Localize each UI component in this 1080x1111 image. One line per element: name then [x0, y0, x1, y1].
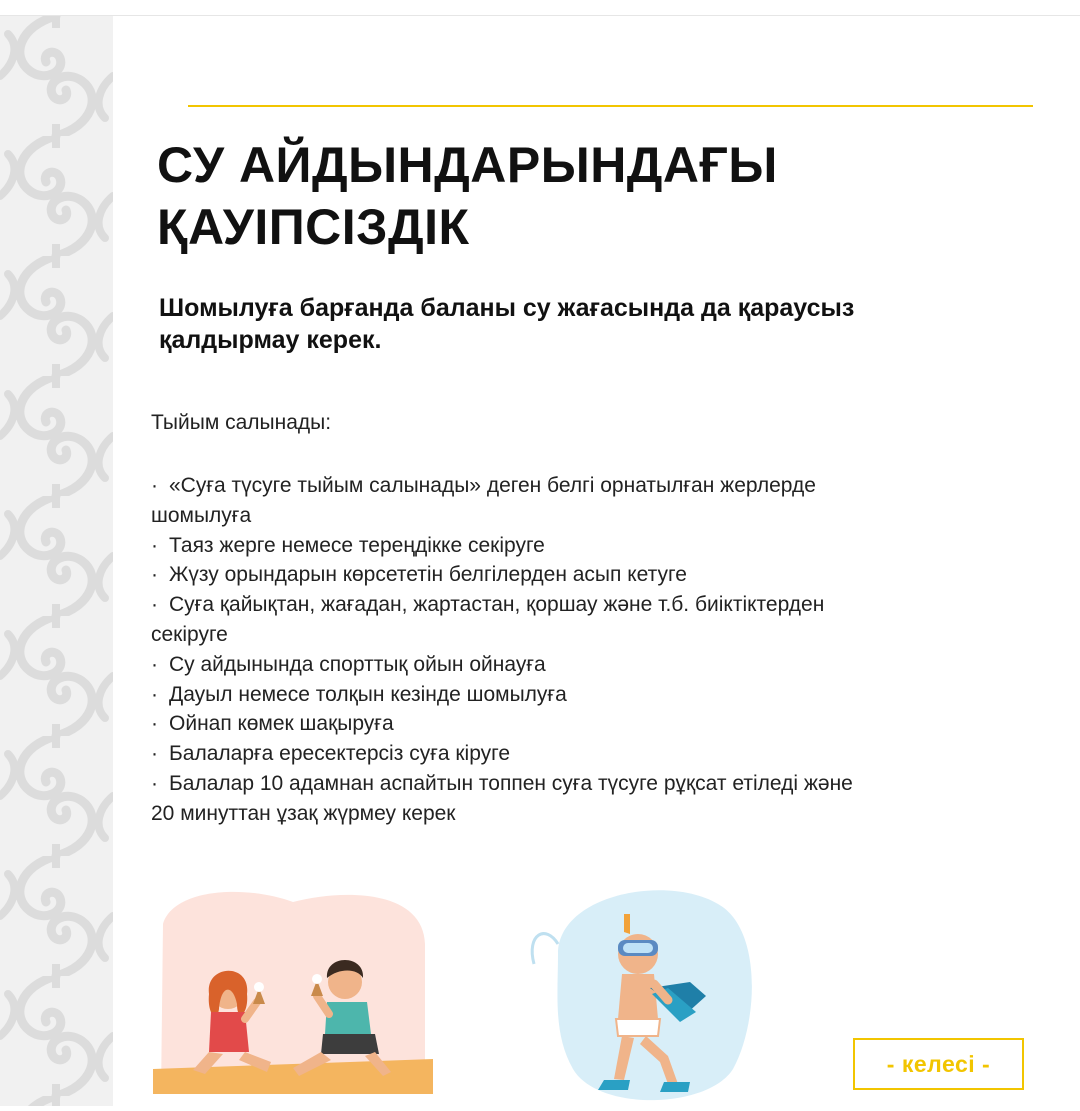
- bullet: ·: [151, 593, 158, 617]
- list-item: · Балаларға ересектерсіз суға кіруге: [151, 739, 1051, 769]
- bullet: ·: [151, 533, 158, 557]
- bullet: ·: [151, 712, 158, 736]
- list-item: · Дауыл немесе толқын кезінде шомылуға: [151, 680, 1051, 710]
- page-title: [157, 134, 1037, 258]
- list-item-continuation: секіруге: [151, 622, 228, 646]
- kazakh-ornament-border: [0, 16, 113, 1106]
- list-item: · Ойнап көмек шақыруға: [151, 709, 1051, 739]
- title-line-2: ҚАУІПСІЗДІК: [157, 199, 470, 255]
- list-item: · Жүзу орындарын көрсететін белгілерден асып кетуге: [151, 560, 1051, 590]
- list-item: · Балалар 10 адамнан аспайтын топпен суға түсуге рұқсат етіледі және: [151, 769, 1051, 799]
- list-item: · Таяз жерге немесе тереңдікке секіруге: [151, 531, 1051, 561]
- bullet: ·: [151, 742, 158, 766]
- bullet: ·: [151, 474, 158, 497]
- list-item: · Су айдынында спорттық ойын ойнауға: [151, 650, 1051, 680]
- snorkel-child-illustration: [518, 884, 773, 1106]
- bullet: ·: [151, 771, 158, 795]
- intro-line-1: Шомылуға барғанда баланы су жағасында да қараусыз: [159, 294, 855, 322]
- bullet: ·: [151, 563, 158, 587]
- list-item: · «Суға түсуге тыйым салынады» деген белгі орнатылған жерлерде: [151, 471, 1051, 501]
- prohibited-list: [151, 471, 1051, 829]
- gold-divider: [188, 105, 1033, 107]
- title-line-1: СУ АЙДЫНДАРЫНДАҒЫ: [157, 137, 778, 193]
- list-item-continuation: шомылуға: [151, 503, 252, 527]
- intro-text: [159, 292, 1039, 356]
- bullet: ·: [151, 682, 158, 706]
- prohibited-label: Тыйым салынады:: [151, 411, 332, 434]
- list-item: · Суға қайықтан, жағадан, жартастан, қоршау және т.б. биіктіктерден: [151, 590, 1051, 620]
- beach-children-illustration: [153, 884, 433, 1094]
- next-button[interactable]: - келесі -: [853, 1038, 1024, 1090]
- bullet: ·: [151, 652, 158, 676]
- intro-line-2: қалдырмау керек.: [159, 326, 382, 354]
- main-content: [113, 16, 1080, 1106]
- list-item-continuation: 20 минуттан ұзақ жүрмеу керек: [151, 801, 456, 825]
